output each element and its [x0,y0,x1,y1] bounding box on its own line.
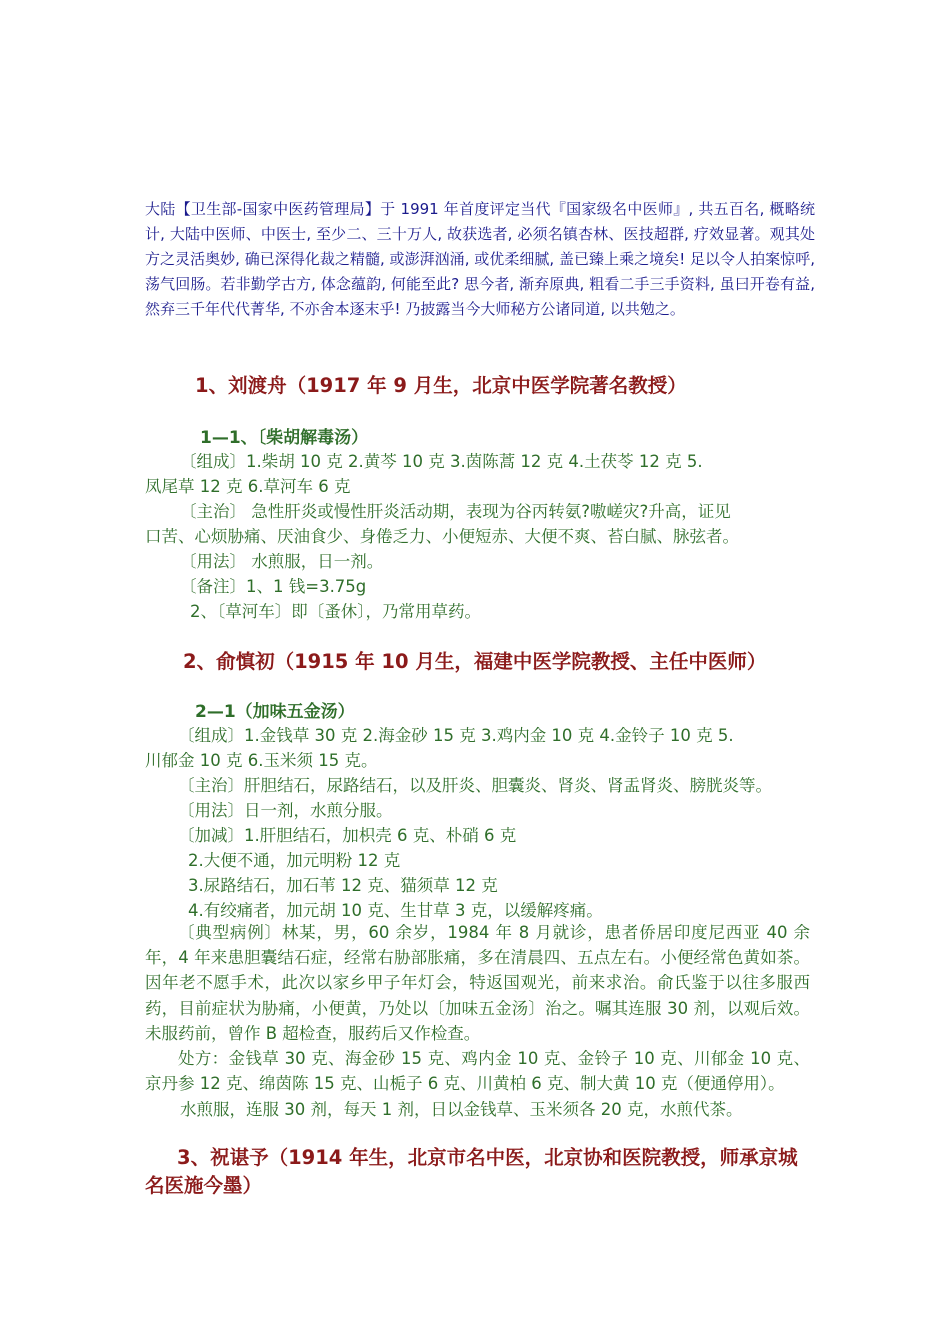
formula-2-1-composition-line2: 川郁金 10 克 6.玉米须 15 克。 [145,751,378,770]
formula-1-1-composition-line2: 凤尾草 12 克 6.草河车 6 克 [145,477,351,496]
formula-2-1-modification-2: 2.大便不通，加元明粉 12 克 [188,851,401,870]
section-2-heading: 2、俞慎初（1915 年 10 月生，福建中医学院教授、主任中医师） [183,650,767,673]
formula-2-1-modification-1: 〔加减〕1.肝胆结石，加枳壳 6 克、朴硝 6 克 [178,826,517,845]
formula-2-1-composition-line1: 〔组成〕1.金钱草 30 克 2.海金砂 15 克 3.鸡内金 10 克 4.金铃子 10 克 5. [178,726,734,745]
intro-text: 大陆【卫生部-国家中医药管理局】于 1991 年首度评定当代『国家级名中医师』, 共五百名, 概略统计, 大陆中医师、中医士, 至少二、三十万人, 故获选者, 必须名镇杏林、医技超群, 疗效显著。观其处方之灵活奥妙, 确已深得化裁之精髓, 或澎湃汹涌, 或优柔细腻, 盖已臻上乘之境矣! 足以令人拍案惊呼, 荡气回肠。若非勤学古方, 体念蕴韵, 何能至此? 思今者, 渐弃原典, 粗看二手三手资料, 虽曰开卷有益, 然弃三千年代代菁华, 不亦舍本逐末乎! 乃披露当今大师秘方公诸同道, 以共勉之。 [145,200,815,318]
formula-2-1-modification-4: 4.有绞痛者，加元胡 10 克、生甘草 3 克，以缓解疼痛。 [188,901,603,920]
formula-2-1-usage: 〔用法〕日一剂，水煎分服。 [178,801,393,820]
formula-1-1-usage: 〔用法〕 水煎服，日一剂。 [180,552,384,571]
case-text: 〔典型病例〕林某，男，60 余岁，1984 年 8 月就诊，患者侨居印度尼西亚 40 余年，4 年来患胆囊结石症，经常右胁部胀痛，多在清晨四、五点左右。小便经常色黄如茶。因年老不愿手术，此次以家乡甲子年灯会，特返国观光，前来求治。俞氏鉴于以往多服西药，目前症状为胁痛，小便黄，乃处以〔加味五金汤〕治之。嘱其连服 30 剂，以观后效。未服药前，曾作 B 超检查，服药后又作检查。 [145,923,810,1043]
formula-1-1-indication-line2: 口苦、心烦胁痛、厌油食少、身倦乏力、小便短赤、大便不爽、苔白腻、脉弦者。 [145,527,739,546]
formula-1-1-note-2: 2、〔草河车〕即〔蚤休〕，乃常用草药。 [190,602,481,621]
formula-2-1-modification-3: 3.尿路结石，加石苇 12 克、猫须草 12 克 [188,876,498,895]
formula-2-1-decoction-usage: 水煎服，连服 30 剂，每天 1 剂，日以金钱草、玉米须各 20 克，水煎代茶。 [180,1100,743,1119]
formula-2-1-indication: 〔主治〕肝胆结石，尿路结石，以及肝炎、胆囊炎、肾炎、肾盂肾炎、膀胱炎等。 [178,776,772,795]
formula-1-1-note-1: 〔备注〕1、1 钱=3.75g [180,577,367,596]
formula-2-1-title: 2—1（加味五金汤） [195,702,355,722]
formula-2-1-prescription [145,1046,810,1096]
formula-2-1-case [145,920,810,1046]
section-1-heading: 1、刘渡舟（1917 年 9 月生，北京中医学院著名教授） [195,374,687,397]
intro-paragraph [145,197,815,322]
formula-1-1-composition-line1: 〔组成〕1.柴胡 10 克 2.黄芩 10 克 3.茵陈蒿 12 克 4.土茯苓 12 克 5. [180,452,703,471]
formula-1-1-title: 1—1、〔柴胡解毒汤） [200,428,369,448]
section-3-heading [145,1144,810,1200]
formula-1-1-indication-line1: 〔主治〕 急性肝炎或慢性肝炎活动期，表现为谷丙转氨?嗷嵯灾?升高，证见 [180,502,731,521]
section-3-heading-text: 3、祝谌予（1914 年生，北京市名中医，北京协和医院教授，师承京城名医施今墨） [145,1146,798,1197]
prescription-text: 处方：金钱草 30 克、海金砂 15 克、鸡内金 10 克、金铃子 10 克、川郁金 10 克、京丹参 12 克、绵茵陈 15 克、山栀子 6 克、川黄柏 6 克、制大黄 10 克（便通停用）。 [145,1049,810,1094]
